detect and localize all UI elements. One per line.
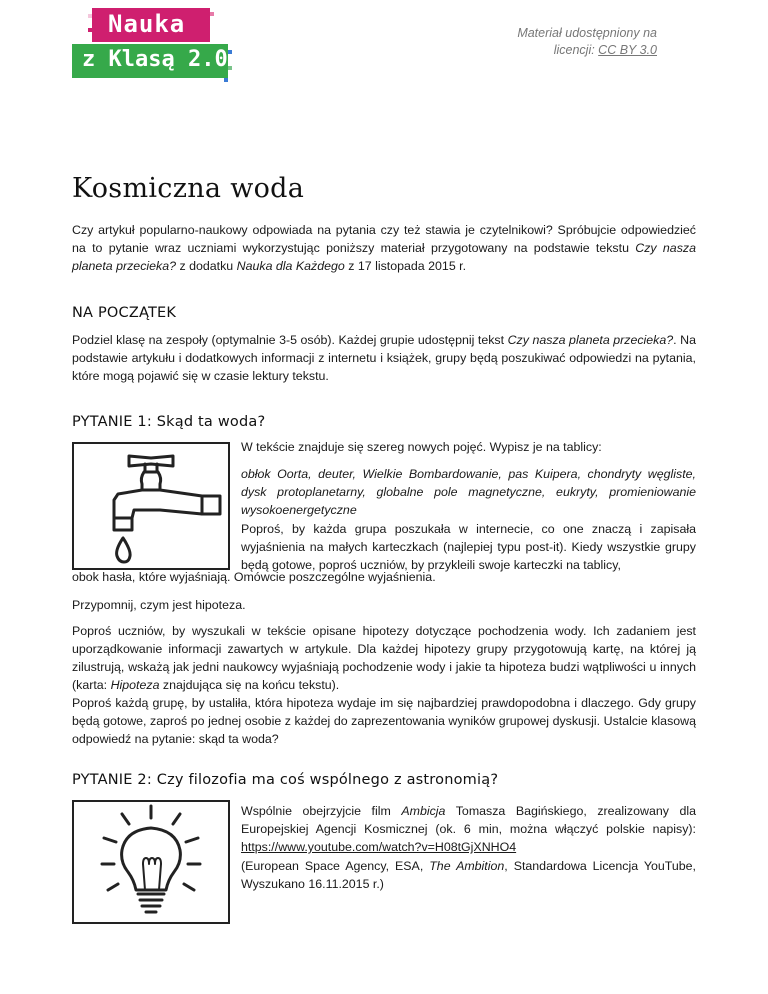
q2-p1-text-1: Wspólnie obejrzyjcie film [241,804,402,818]
q1-p5-card-name: Hipoteza [110,678,160,692]
license-line2 [517,42,657,59]
section-q1-heading: PYTANIE 1: Skąd ta woda? [72,414,266,430]
q1-paragraph-6: Poproś każdą grupę, by ustaliła, która hipoteza wydaje im się najbardziej prawdopodobna i dlaczego. Gdy grupy będą gotowe, zaproś po jednej osobie z każdej do zaprezentowania wyników grupowej dyskusji. Ustalcie klasową odpowiedź na pytanie: skąd ta woda? [72,696,696,746]
q1-paragraph-5 [72,622,696,694]
license-note [517,25,657,59]
q2-p2-text-2: , Standardowa Licencja YouTube, Wyszukano 16.11.2015 r.) [241,859,696,891]
logo-top-block [92,8,210,42]
q1-p5-text-1: Poproś uczniów, by wyszukali w tekście opisane hipotezy dotyczące pochodzenia wody. Ich zadaniem jest uporządkowanie informacji zawartych w artykule. Dla każdej hipotezy grupy przygotowują kartę, na której ją zilustrują, wskażą jak jedni naukowcy wyjaśniają pochodzenie wody i jakie ta hipoteza budzi wątpliwości u innych (karta: [72,624,696,692]
q1-paragraph-4: Przypomnij, czym jest hipoteza. [72,598,246,612]
nauka-z-klasa-logo [72,8,228,78]
q1-terms-list: obłok Oorta, deuter, Wielkie Bombardowanie, pas Kuipera, chondryty węgliste, dysk protoplanetarny, globalne pole magnetyczne, eukryty, promieniowanie wysokoenergetyczne [241,467,696,517]
intro-paragraph [72,221,696,275]
logo-line2: z Klasą 2.0 [82,47,228,72]
lightbulb-icon [74,802,228,922]
q2-paragraph-2 [241,857,696,893]
q2-p1-text-2: Tomasza Bagińskiego, zrealizowany dla Europejskiej Agencji Kosmicznej (ok. 6 min, można włączyć polskie napisy): [241,804,697,836]
lightbulb-icon-frame [72,800,230,924]
q1-p5-text-2: znajdująca się na końcu tekstu). [159,678,340,692]
intro-supplement-title: Nauka dla Każdego [236,259,345,273]
page-title: Kosmiczna woda [72,173,305,204]
license-line1: Materiał udostępniony na [517,26,657,40]
start-text-1: Podziel klasę na zespoły (optymalnie 3-5 osób). Każdej grupie udostępnij tekst [72,333,508,347]
q2-film-title: Ambicja [401,804,446,818]
faucet-icon-frame [72,442,230,570]
q2-paragraph-1 [241,802,696,856]
start-text-2: . Na podstawie artykułu i dodatkowych informacji z internetu i książek, grupy będą poszukiwać odpowiedzi na pytania, które mogą pojawić się w czasie lektury tekstu. [72,333,696,383]
logo-bottom-block [72,44,228,78]
logo-line1: Nauka [108,10,186,38]
section-start-heading: NA POCZĄTEK [72,305,177,321]
start-article-title: Czy nasza planeta przecieka? [507,333,674,347]
faucet-icon [74,444,228,568]
section-start-paragraph [72,331,696,385]
intro-text-3: z 17 listopada 2015 r. [344,259,467,273]
q2-film-title-en: The Ambition [429,859,505,873]
q1-paragraph-3-end: obok hasła, które wyjaśniają. Omówcie poszczególne wyjaśnienia. [72,570,436,584]
q1-paragraph-1: W tekście znajduje się szereg nowych pojęć. Wypisz je na tablicy: [241,440,602,454]
intro-text-1: Czy artykuł popularno-naukowy odpowiada na pytania czy też stawia je czytelnikowi? Spróbujcie odpowiedzieć na to pytanie wraz uczniami wykorzystując poniższy materiał przygotowany na podstawie tekstu [72,223,696,255]
intro-article-title: Czy nasza planeta przecieka? [72,241,696,273]
youtube-link[interactable]: https://www.youtube.com/watch?v=H08tGjXNHO4 [241,840,517,854]
section-q2-heading: PYTANIE 2: Czy filozofia ma coś wspólnego z astronomią? [72,772,499,788]
license-prefix: licencji: [553,43,599,57]
intro-text-2: z dodatku [176,259,237,273]
license-link[interactable]: CC BY 3.0 [598,43,657,57]
q2-p2-text-1: (European Space Agency, ESA, [241,859,430,873]
q1-paragraph-3: Poproś, by każda grupa poszukała w internecie, co one znaczą i zapisała wyjaśnienia na małych karteczkach (najlepiej typu post-it). Kiedy wszystkie grupy będą gotowe, poproś uczniów, by przykleili swoje karteczki na tablicy, [241,522,696,572]
